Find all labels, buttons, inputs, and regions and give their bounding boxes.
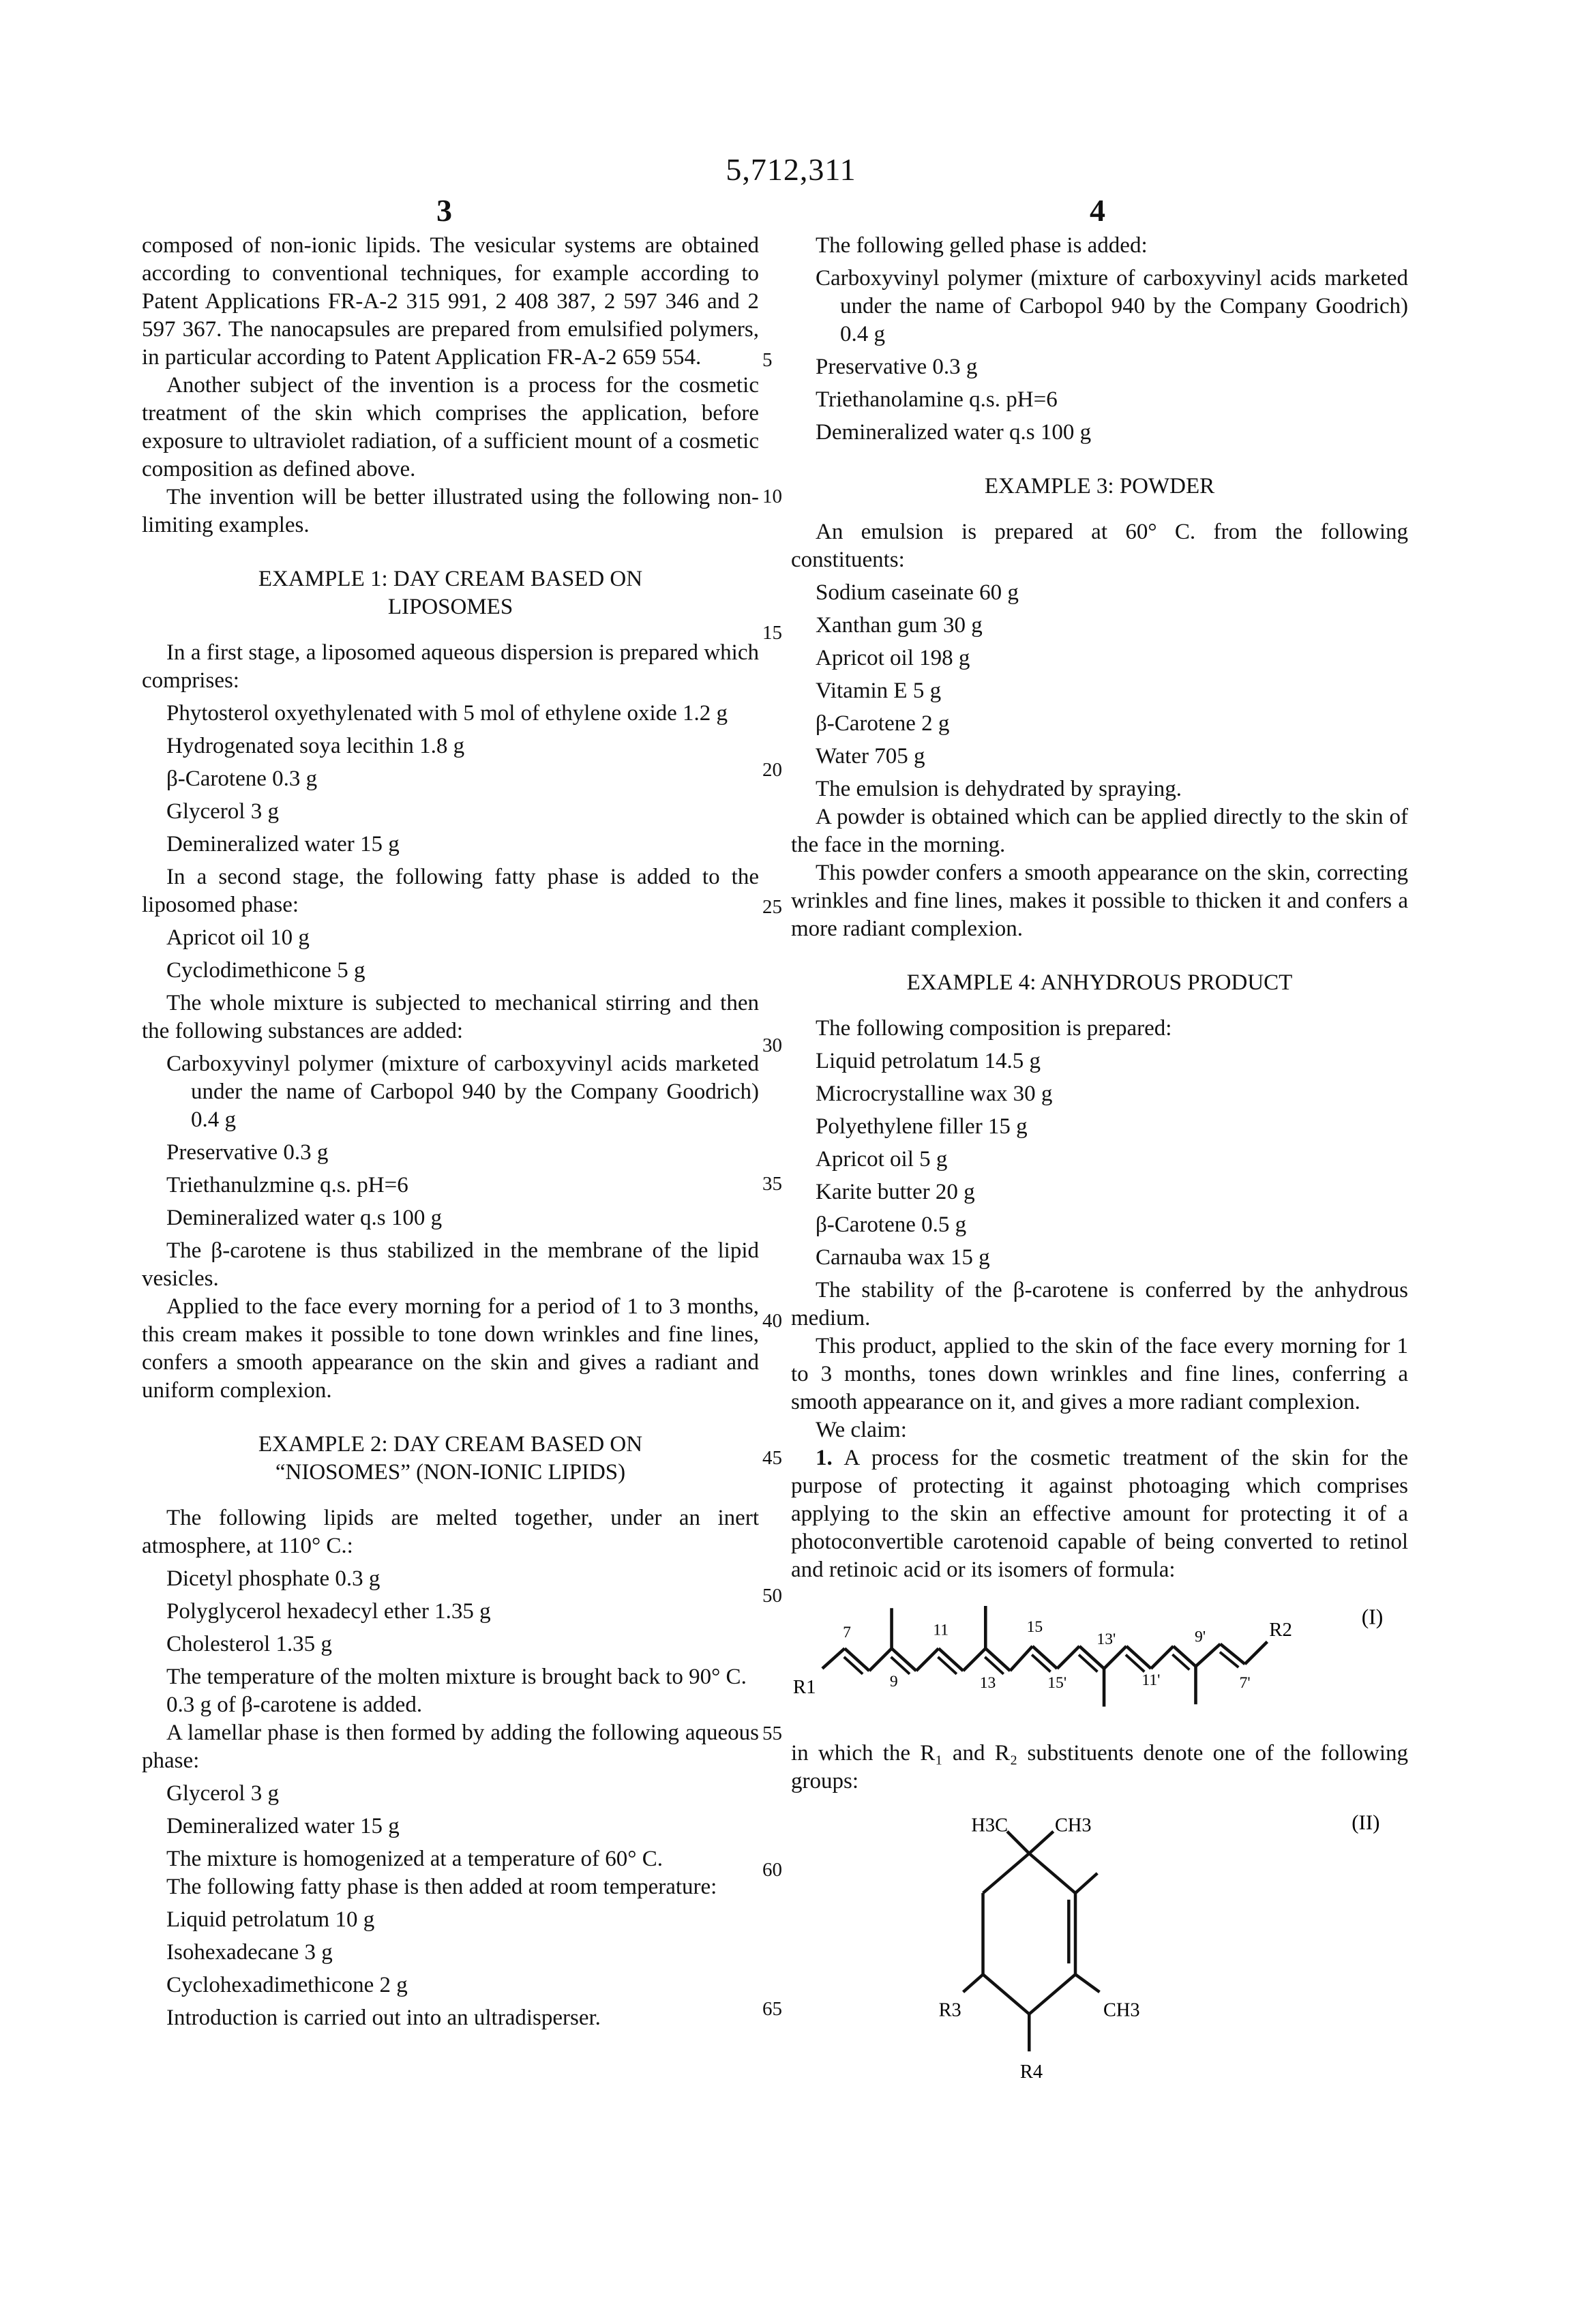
line-number: 35 xyxy=(762,1173,782,1195)
atom-label: R2 xyxy=(1269,1619,1292,1641)
double-bond xyxy=(1126,1655,1144,1672)
paragraph: The invention will be better illustrated using the following non-limiting examples. xyxy=(142,483,759,539)
paragraph: Another subject of the invention is a process for the cosmetic treatment of the skin which comprises the application, before exposure to ultraviolet radiation, of a sufficient mount of a cosmetic composition as defined above. xyxy=(142,372,759,483)
atom-label: 11' xyxy=(1141,1671,1160,1689)
ring-bond xyxy=(1029,1853,1075,1893)
formula-tag: (II) xyxy=(1352,1810,1379,1834)
paragraph: The following lipids are melted together, under an inert atmosphere, at 110° C.: xyxy=(142,1504,759,1560)
atom-label: 13' xyxy=(1096,1630,1116,1648)
ingredient-item: Dicetyl phosphate 0.3 g xyxy=(166,1565,759,1593)
double-bond xyxy=(1079,1655,1097,1672)
bond xyxy=(1151,1646,1174,1669)
bond xyxy=(1075,1974,1099,1992)
ingredient-item: Demineralized water 15 g xyxy=(166,831,759,859)
line-number: 5 xyxy=(762,349,773,372)
paragraph: The following gelled phase is added: xyxy=(791,232,1408,260)
ingredient-item: Polyethylene filler 15 g xyxy=(816,1113,1408,1141)
ingredient-item: Demineralized water q.s 100 g xyxy=(166,1204,759,1232)
ingredient-item: Liquid petrolatum 14.5 g xyxy=(816,1047,1408,1075)
ingredient-item: Cyclodimethicone 5 g xyxy=(166,957,759,985)
formula-I-structure xyxy=(791,1594,1408,1730)
ingredient-item: β-Carotene 2 g xyxy=(816,710,1408,738)
ingredient-item: Apricot oil 10 g xyxy=(166,924,759,952)
double-bond xyxy=(1032,1655,1050,1672)
paragraph: The emulsion is dehydrated by spraying. xyxy=(791,775,1408,803)
ring-bond xyxy=(983,1853,1030,1893)
bond xyxy=(1010,1646,1032,1671)
line-number: 60 xyxy=(762,1859,782,1881)
ingredient-item: Demineralized water 15 g xyxy=(166,1813,759,1841)
paragraph: Applied to the face every morning for a period of 1 to 3 months, this cream makes it possible to tone down wrinkles and fine lines, confers a smooth appearance on the skin and gives a radiant and uniform complexion. xyxy=(142,1293,759,1405)
bond xyxy=(963,1648,985,1671)
double-bond xyxy=(938,1657,956,1674)
right-column xyxy=(791,232,1408,2087)
line-number: 10 xyxy=(762,486,782,508)
bond xyxy=(822,1648,845,1669)
line-number: 50 xyxy=(762,1585,782,1607)
ingredient-item: Sodium caseinate 60 g xyxy=(816,579,1408,607)
ingredient-item: β-Carotene 0.5 g xyxy=(816,1211,1408,1239)
ingredient-item: Carboxyvinyl polymer (mixture of carboxyvinyl acids marketed under the name of Carbopol 940 by the Company Goodrich) 0.4 g xyxy=(816,265,1408,348)
ingredient-item: Triethanolamine q.s. pH=6 xyxy=(816,386,1408,414)
paragraph: We claim: xyxy=(791,1416,1408,1444)
ingredient-item: Hydrogenated soya lecithin 1.8 g xyxy=(166,732,759,760)
paragraph: The temperature of the molten mixture is brought back to 90° C. xyxy=(142,1663,759,1691)
bond xyxy=(1104,1646,1126,1669)
double-bond xyxy=(891,1657,910,1674)
ring-bond xyxy=(983,1974,1030,2014)
paragraph: in which the R₁ and R₂ substituents denote one of the following groups: xyxy=(791,1740,1408,1796)
line-number: 65 xyxy=(762,1998,782,2021)
atom-label: R1 xyxy=(793,1676,816,1698)
bond xyxy=(1075,1873,1097,1893)
atom-label: 7 xyxy=(843,1624,851,1641)
ingredient-item: Introduction is carried out into an ultradisperser. xyxy=(166,2004,759,2032)
ingredient-item: Water 705 g xyxy=(816,743,1408,771)
formula-II-structure xyxy=(791,1805,1408,2078)
line-number: 20 xyxy=(762,759,782,781)
ingredient-item: Apricot oil 198 g xyxy=(816,644,1408,672)
atom-label: R4 xyxy=(1020,2061,1043,2078)
line-number: 55 xyxy=(762,1723,782,1745)
ingredient-item: Phytosterol oxyethylenated with 5 mol of ethylene oxide 1.2 g xyxy=(166,700,759,728)
ingredient-item: Vitamin E 5 g xyxy=(816,677,1408,705)
ingredient-item: Glycerol 3 g xyxy=(166,1780,759,1808)
bond xyxy=(1195,1644,1220,1667)
atom-label: H3C xyxy=(971,1815,1008,1836)
ingredient-item: Demineralized water q.s 100 g xyxy=(816,419,1408,447)
ingredient-item: Carnauba wax 15 g xyxy=(816,1244,1408,1272)
ingredient-item: Polyglycerol hexadecyl ether 1.35 g xyxy=(166,1598,759,1626)
line-number: 30 xyxy=(762,1034,782,1057)
bond xyxy=(869,1648,892,1671)
ring-bond xyxy=(1029,1974,1075,2014)
double-bond xyxy=(1220,1652,1238,1667)
paragraph: The β-carotene is thus stabilized in the membrane of the lipid vesicles. xyxy=(142,1237,759,1293)
line-number: 25 xyxy=(762,896,782,919)
ingredient-item: Glycerol 3 g xyxy=(166,798,759,826)
atom-label: 11 xyxy=(933,1622,949,1639)
ingredient-item: Cholesterol 1.35 g xyxy=(166,1630,759,1658)
ingredient-item: Preservative 0.3 g xyxy=(166,1139,759,1167)
atom-label: 13 xyxy=(980,1674,996,1692)
patent-number: 5,712,311 xyxy=(0,151,1582,188)
paragraph: This product, applied to the skin of the face every morning for 1 to 3 months, tones down wrinkles and fine lines, conferring a smooth appearance on it, and gives a more radiant complexion. xyxy=(791,1332,1408,1416)
bond xyxy=(1174,1646,1196,1667)
paragraph: An emulsion is prepared at 60° C. from the following constituents: xyxy=(791,518,1408,574)
paragraph: composed of non-ionic lipids. The vesicular systems are obtained according to conventional techniques, for example according to Patent Applications FR-A-2 315 991, 2 408 387, 2 597 346 and 2 597 367. The nanocapsules are prepared from emulsified polymers, in particular according to Patent Application FR-A-2 659 554. xyxy=(142,232,759,372)
claim-text: A process for the cosmetic treatment of the skin for the purpose of protecting it against photoaging which comprises applying to the skin an effective amount for protecting it of a photoconvertible carotenoid capable of being converted to retinol and retinoic acid or its isomers of formula: xyxy=(791,1446,1408,1582)
formula-tag: (I) xyxy=(1362,1605,1383,1628)
column-number-right: 4 xyxy=(1090,192,1105,228)
double-bond xyxy=(844,1657,863,1674)
bond xyxy=(1029,1832,1053,1853)
atom-label: 9' xyxy=(1195,1628,1206,1645)
example-heading: EXAMPLE 1: DAY CREAM BASED ON LIPOSOMES xyxy=(203,565,698,621)
ingredient-item: Triethanulzmine q.s. pH=6 xyxy=(166,1172,759,1200)
atom-label: 9 xyxy=(890,1673,898,1690)
paragraph: The following composition is prepared: xyxy=(791,1015,1408,1043)
ingredient-item: Apricot oil 5 g xyxy=(816,1146,1408,1174)
atom-label: R3 xyxy=(939,2000,961,2021)
ingredient-item: Xanthan gum 30 g xyxy=(816,612,1408,640)
paragraph: 0.3 g of β-carotene is added. xyxy=(142,1691,759,1719)
ingredient-item: Karite butter 20 g xyxy=(816,1178,1408,1206)
bond xyxy=(1057,1646,1079,1669)
ingredient-item: β-Carotene 0.3 g xyxy=(166,765,759,793)
atom-label: 15' xyxy=(1047,1674,1066,1692)
atom-label: 15 xyxy=(1027,1618,1043,1636)
atom-label: CH3 xyxy=(1055,1815,1092,1836)
paragraph: The following fatty phase is then added at room temperature: xyxy=(142,1873,759,1901)
atom-label: CH3 xyxy=(1103,2000,1140,2021)
ingredient-item: Carboxyvinyl polymer (mixture of carboxyvinyl acids marketed under the name of Carbopol 940 by the Company Goodrich) 0.4 g xyxy=(166,1050,759,1134)
line-number: 45 xyxy=(762,1447,782,1470)
paragraph: A powder is obtained which can be applied directly to the skin of the face in the morning. xyxy=(791,803,1408,859)
ingredient-item: Liquid petrolatum 10 g xyxy=(166,1906,759,1934)
example-heading: EXAMPLE 4: ANHYDROUS PRODUCT xyxy=(852,969,1347,997)
paragraph: The mixture is homogenized at a temperature of 60° C. xyxy=(142,1845,759,1873)
bond xyxy=(1245,1641,1268,1664)
ingredient-item: Isohexadecane 3 g xyxy=(166,1939,759,1967)
example-heading: EXAMPLE 3: POWDER xyxy=(852,473,1347,501)
paragraph: The stability of the β-carotene is conferred by the anhydrous medium. xyxy=(791,1277,1408,1332)
paragraph: A lamellar phase is then formed by adding the following aqueous phase: xyxy=(142,1719,759,1775)
bond xyxy=(916,1648,939,1671)
paragraph: This powder confers a smooth appearance on the skin, correcting wrinkles and fine lines, makes it possible to thicken it and confers a more radiant complexion. xyxy=(791,859,1408,943)
ingredient-item: Microcrystalline wax 30 g xyxy=(816,1080,1408,1108)
ingredient-item: Cyclohexadimethicone 2 g xyxy=(166,1971,759,1999)
paragraph: The whole mixture is subjected to mechanical stirring and then the following substances are added: xyxy=(142,989,759,1045)
bond xyxy=(964,1974,983,1992)
claim-paragraph xyxy=(791,1444,1408,1584)
left-column xyxy=(142,232,759,2037)
double-bond xyxy=(985,1657,1003,1674)
paragraph: In a second stage, the following fatty phase is added to the liposomed phase: xyxy=(142,863,759,919)
bond xyxy=(1007,1832,1029,1853)
line-number: 15 xyxy=(762,622,782,644)
paragraph: In a first stage, a liposomed aqueous dispersion is prepared which comprises: xyxy=(142,639,759,695)
ingredient-item: Preservative 0.3 g xyxy=(816,353,1408,381)
atom-label: 7' xyxy=(1240,1674,1251,1692)
line-number: 40 xyxy=(762,1310,782,1332)
claim-number: 1. xyxy=(816,1446,833,1470)
column-number-left: 3 xyxy=(436,192,452,228)
example-heading: EXAMPLE 2: DAY CREAM BASED ON “NIOSOMES” (NON-IONIC LIPIDS) xyxy=(203,1431,698,1487)
